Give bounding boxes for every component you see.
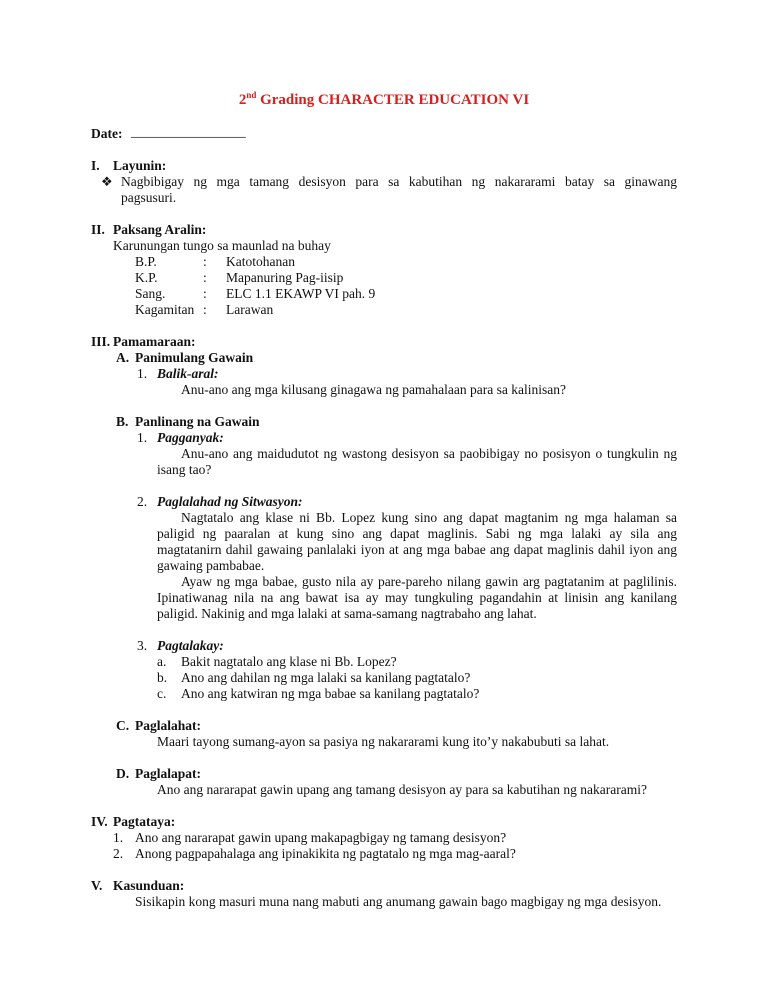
situation-line: gawaing pambabae. xyxy=(157,558,265,573)
date-label: Date: xyxy=(91,126,123,141)
detail-key: Sang. xyxy=(135,286,166,301)
item-heading: Balik-aral: xyxy=(157,366,219,381)
item-heading: Pagtalakay: xyxy=(157,638,224,653)
item-number: 1. xyxy=(137,366,148,381)
item-number: 2. xyxy=(137,494,148,509)
detail-key: Kagamitan xyxy=(135,302,195,317)
question-letter: a. xyxy=(157,654,167,669)
detail-colon: : xyxy=(203,270,207,285)
detail-value: ELC 1.1 EKAWP VI pah. 9 xyxy=(226,286,376,301)
application-text: Ano ang nararapat gawin upang ang tamang desisyon ay para sa kabutihan ng nakararami? xyxy=(157,782,647,797)
subsection-a-heading: Panimulang Gawain xyxy=(135,350,254,365)
subsection-c-heading: Paglalahat: xyxy=(135,718,201,733)
evaluation-number: 1. xyxy=(113,830,124,845)
situation-line: magtatanirn dahil gawaing panlalaki iyon at ang mga babae ang dapat maglinis dahil iyon ang xyxy=(157,542,677,557)
item-number: 1. xyxy=(137,430,148,445)
section-3-number: III. xyxy=(91,334,111,349)
objective-line-2: pagsusuri. xyxy=(121,190,177,205)
subsection-d-heading: Paglalapat: xyxy=(135,766,201,781)
detail-value: Mapanuring Pag-iisip xyxy=(226,270,344,285)
item-heading: Pagganyak: xyxy=(157,430,224,445)
subsection-a-letter: A. xyxy=(116,350,130,365)
question-letter: c. xyxy=(157,686,167,701)
subsection-c-letter: C. xyxy=(116,718,130,733)
page-title: 2nd Grading CHARACTER EDUCATION VI xyxy=(238,90,530,108)
topic-text: Karunungan tungo sa maunlad na buhay xyxy=(113,238,331,253)
detail-colon: : xyxy=(203,302,207,317)
situation-line: Ayaw ng mga babae, gusto nila ay pare-pareho nilang gawin arg pagtatanim at paglilinis. xyxy=(181,574,677,589)
subsection-b-heading: Panlinang na Gawain xyxy=(135,414,260,429)
question-text: Bakit nagtatalo ang klase ni Bb. Lopez? xyxy=(181,654,397,669)
section-1-heading: Layunin: xyxy=(113,158,167,173)
detail-colon: : xyxy=(203,286,207,301)
evaluation-question: Anong pagpapahalaga ang ipinakikita ng pagtatalo ng mga mag-aaral? xyxy=(135,846,516,861)
section-4-heading: Pagtataya: xyxy=(113,814,176,829)
question-text: Ano ang katwiran ng mga babae sa kanilang pagtatalo? xyxy=(181,686,480,701)
agreement-text: Sisikapin kong masuri muna nang mabuti ang anumang gawain bago magbigay ng mga desisyon. xyxy=(135,894,662,909)
item-heading: Paglalahad ng Sitwasyon: xyxy=(157,494,303,509)
situation-line: paligid. Nakinig and mga lalaki at sama-samang nagtrabaho ang lahat. xyxy=(157,606,537,621)
section-5-heading: Kasunduan: xyxy=(113,878,185,893)
section-1-number: I. xyxy=(91,158,100,173)
detail-key: K.P. xyxy=(135,270,158,285)
detail-key: B.P. xyxy=(135,254,157,269)
subsection-b-letter: B. xyxy=(116,414,129,429)
detail-value: Larawan xyxy=(226,302,274,317)
item-number: 3. xyxy=(137,638,148,653)
section-2-heading: Paksang Aralin: xyxy=(113,222,207,237)
objective-line-1: Nagbibigay ng mga tamang desisyon para sa kabutihan ng nakararami batay sa ginawang xyxy=(121,174,677,189)
generalization-text: Maari tayong sumang-ayon sa pasiya ng nakararami kung ito’y nakabubuti sa lahat. xyxy=(157,734,610,749)
evaluation-number: 2. xyxy=(113,846,124,861)
diamond-bullet-icon: ❖ xyxy=(101,174,113,189)
motivation-line-1: Anu-ano ang maidudutot ng wastong desisyon sa paobibigay no posisyon o tungkulin ng xyxy=(181,446,677,461)
detail-colon: : xyxy=(203,254,207,269)
question-letter: b. xyxy=(157,670,168,685)
detail-value: Katotohanan xyxy=(226,254,295,269)
date-line: _________________ xyxy=(131,124,246,139)
question-text: Ano ang dahilan ng mga lalaki sa kanilang pagtatalo? xyxy=(181,670,471,685)
motivation-line-2: isang tao? xyxy=(157,462,212,477)
section-2-number: II. xyxy=(91,222,105,237)
situation-line: paligid ng paaralan at kung sino ang dapat maglinis. Sabi ng mga lalaki ay sila ang xyxy=(157,526,677,541)
subsection-d-letter: D. xyxy=(116,766,130,781)
section-3-heading: Pamamaraan: xyxy=(113,334,196,349)
situation-line: Nagtatalo ang klase ni Bb. Lopez kung sino ang dapat magtanim ng mga halaman sa xyxy=(181,510,677,525)
section-4-number: IV. xyxy=(91,814,108,829)
review-question: Anu-ano ang mga kilusang ginagawa ng pamahalaan para sa kalinisan? xyxy=(181,382,566,397)
situation-line: Ipinatiwanag nila na ang bawat isa ay may tungkuling pagandahin at linisin ang kanilang xyxy=(157,590,677,605)
section-5-number: V. xyxy=(91,878,103,893)
evaluation-question: Ano ang nararapat gawin upang makapagbigay ng tamang desisyon? xyxy=(135,830,507,845)
